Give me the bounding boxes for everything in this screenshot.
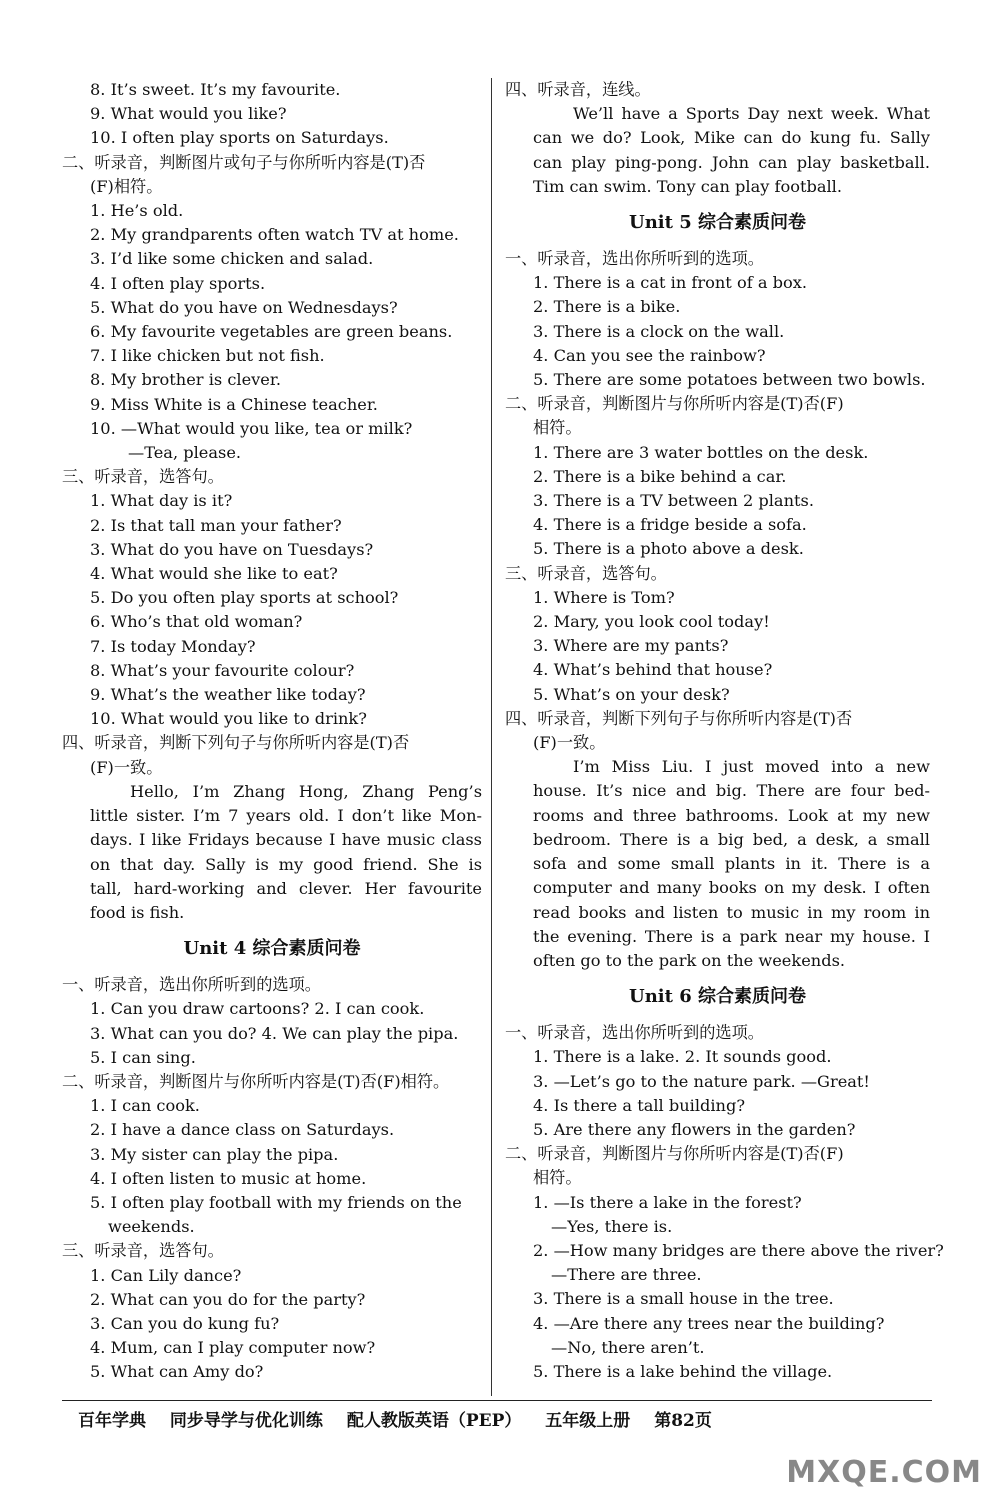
item-line: 5. There is a photo above a desk. <box>533 539 804 559</box>
item-line: weekends. <box>108 1217 195 1237</box>
item-line: 2. There is a bike behind a car. <box>533 466 787 486</box>
watermark: MXQE.COM <box>786 1455 982 1490</box>
item-line: 4. Is there a tall building? <box>533 1095 746 1115</box>
section-title: 三、听录音，选答句。 <box>62 1241 224 1261</box>
item-line: —There are three. <box>551 1265 702 1285</box>
item-line: 3. I’d like some chicken and salad. <box>90 249 374 269</box>
passage-line: food is fish. <box>90 902 185 922</box>
item-line: 1. Can you draw cartoons? 2. I can cook. <box>90 999 425 1019</box>
item-line: 1. —Is there a lake in the forest? <box>533 1192 802 1212</box>
item-line: 1. There is a lake. 2. It sounds good. <box>533 1047 832 1067</box>
item-line: 1. Where is Tom? <box>533 587 675 607</box>
item-line: 9. What would you like? <box>90 104 287 124</box>
section-title: 二、听录音，判断图片与你所听内容是(T)否(F)相符。 <box>62 1071 450 1091</box>
passage-line: often go to the park on the weekends. <box>533 950 846 970</box>
passage-line: I’m Miss Liu. I just moved into a new <box>573 757 930 777</box>
item-line: 3. My sister can play the pipa. <box>90 1144 339 1164</box>
item-line: 3. Where are my pants? <box>533 636 729 656</box>
item-line: 4. What would she like to eat? <box>90 564 338 584</box>
page-footer <box>78 1406 938 1431</box>
section-title: 二、听录音，判断图片与你所听内容是(T)否(F) <box>505 394 844 414</box>
footer-grade: 五年级上册 <box>545 1411 631 1431</box>
item-line: 6. Who’s that old woman? <box>90 612 303 632</box>
section-title: 四、听录音，判断下列句子与你所听内容是(T)否 <box>505 708 853 728</box>
item-line: 7. I like chicken but not fish. <box>90 346 325 366</box>
left-column <box>62 78 482 1385</box>
item-line: 8. My brother is clever. <box>90 370 281 390</box>
passage-line: days. I like Fridays because I have music class <box>90 830 482 850</box>
passage-line: can we do? Look, Mike can do kung fu. Sally <box>533 128 930 148</box>
section-title: 三、听录音，选答句。 <box>505 563 667 583</box>
item-line: 3. What do you have on Tuesdays? <box>90 539 374 559</box>
item-line: 1. What day is it? <box>90 491 233 511</box>
item-line: 3. There is a TV between 2 plants. <box>533 491 814 511</box>
passage-line: bedroom. There is a big bed, a desk, a small <box>533 829 930 849</box>
item-line: 2. My grandparents often watch TV at home. <box>90 225 459 245</box>
item-line: 2. I have a dance class on Saturdays. <box>90 1120 395 1140</box>
unit-heading: Unit 4 综合素质问卷 <box>183 938 361 960</box>
item-line: —Yes, there is. <box>551 1216 673 1236</box>
passage-line: read books and listen to music in my room in <box>533 902 930 922</box>
item-line: 9. What’s the weather like today? <box>90 685 366 705</box>
footer-rule <box>62 1400 932 1401</box>
item-line: 5. There is a lake behind the village. <box>533 1361 833 1381</box>
section-title: 一、听录音，选出你所听到的选项。 <box>62 975 321 995</box>
item-line: 10. What would you like to drink? <box>90 709 367 729</box>
item-line: 1. I can cook. <box>90 1096 200 1116</box>
item-line: 2. —How many bridges are there above the river? <box>533 1240 944 1260</box>
item-line: 5. Are there any flowers in the garden? <box>533 1119 856 1139</box>
column-divider <box>491 78 492 1396</box>
passage-line: little sister. I’m 7 years old. I don’t like Mon- <box>90 806 482 826</box>
item-line: 6. My favourite vegetables are green beans. <box>90 322 453 342</box>
item-line: 5. I often play football with my friends on the <box>90 1192 462 1212</box>
footer-brand: 百年学典 <box>78 1411 146 1431</box>
item-line: 5. There are some potatoes between two bowls. <box>533 370 926 390</box>
item-line: 5. I can sing. <box>90 1047 196 1067</box>
section-title: 三、听录音，选答句。 <box>62 467 224 487</box>
section-title: 一、听录音，选出你所听到的选项。 <box>505 249 764 269</box>
section-title: 二、听录音，判断图片或句子与你所听内容是(T)否 <box>62 152 426 172</box>
item-line: 5. What can Amy do? <box>90 1362 264 1382</box>
right-column <box>505 78 944 1384</box>
item-line: 8. It’s sweet. It’s my favourite. <box>90 80 341 99</box>
footer-edition: 配人教版英语（PEP） <box>346 1411 522 1431</box>
item-line: 1. Can Lily dance? <box>90 1265 242 1285</box>
item-line: 1. There are 3 water bottles on the desk. <box>533 442 869 462</box>
item-line: 4. I often play sports. <box>90 273 266 293</box>
item-line: 3. Can you do kung fu? <box>90 1313 280 1333</box>
item-line: —Tea, please. <box>128 443 242 463</box>
passage-line: on that day. Sally is my good friend. She is <box>90 854 482 874</box>
item-line: 4. What’s behind that house? <box>533 660 773 680</box>
section-title: 四、听录音，判断下列句子与你所听内容是(T)否 <box>62 733 410 753</box>
footer-page-number: 第82页 <box>654 1411 712 1431</box>
item-line: 1. There is a cat in front of a box. <box>533 273 808 293</box>
section-title: 四、听录音，连线。 <box>505 80 651 99</box>
item-line: 2. Is that tall man your father? <box>90 515 342 535</box>
item-line: (F)一致。 <box>90 757 163 777</box>
item-line: 4. Mum, can I play computer now? <box>90 1338 376 1358</box>
item-line: 5. What’s on your desk? <box>533 684 730 704</box>
passage-line: We’ll have a Sports Day next week. What <box>573 104 930 124</box>
item-line: 10. I often play sports on Saturdays. <box>90 128 389 148</box>
item-line: 10. —What would you like, tea or milk? <box>90 418 413 438</box>
item-line: 3. —Let’s go to the nature park. —Great! <box>533 1071 870 1091</box>
passage-line: rooms and three bathrooms. Look at my new <box>533 805 930 825</box>
footer-series: 同步导学与优化训练 <box>169 1411 323 1431</box>
item-line: 2. Mary, you look cool today! <box>533 612 770 632</box>
item-line: 4. —Are there any trees near the building? <box>533 1313 885 1333</box>
item-line: 8. What’s your favourite colour? <box>90 660 355 680</box>
item-line: (F)一致。 <box>533 733 606 753</box>
item-line: 5. What do you have on Wednesdays? <box>90 297 398 317</box>
passage-line: sofa and some small plants in it. There is a <box>533 854 930 874</box>
item-line: 相符。 <box>533 1168 582 1188</box>
item-line: 相符。 <box>533 418 582 438</box>
section-title: 二、听录音，判断图片与你所听内容是(T)否(F) <box>505 1144 844 1164</box>
item-line: —No, there aren’t. <box>551 1337 705 1357</box>
passage-line: tall, hard-working and clever. Her favourite <box>90 878 482 898</box>
item-line: 4. Can you see the rainbow? <box>533 345 766 365</box>
unit-heading: Unit 6 综合素质问卷 <box>629 986 806 1008</box>
item-line: 3. What can you do? 4. We can play the pipa. <box>90 1023 459 1043</box>
item-line: 3. There is a small house in the tree. <box>533 1289 834 1309</box>
unit-heading: Unit 5 综合素质问卷 <box>629 212 806 234</box>
passage-line: house. It’s nice and big. There are four bed- <box>533 781 930 801</box>
item-line: 2. What can you do for the party? <box>90 1289 366 1309</box>
passage-line: computer and many books on my desk. I often <box>533 878 930 898</box>
section-title: 一、听录音，选出你所听到的选项。 <box>505 1023 764 1043</box>
item-line: 9. Miss White is a Chinese teacher. <box>90 394 378 414</box>
passage-line: can play ping-pong. John can play basketball. <box>533 152 930 172</box>
item-line: 3. There is a clock on the wall. <box>533 321 785 341</box>
item-line: 7. Is today Monday? <box>90 636 256 656</box>
passage-line: the evening. There is a park near my house. I <box>533 926 930 946</box>
item-line: 4. There is a fridge beside a sofa. <box>533 515 807 535</box>
item-line: (F)相符。 <box>90 176 163 196</box>
item-line: 5. Do you often play sports at school? <box>90 588 399 608</box>
item-line: 2. There is a bike. <box>533 297 681 317</box>
passage-line: Tim can swim. Tony can play football. <box>533 176 843 196</box>
item-line: 4. I often listen to music at home. <box>90 1168 367 1188</box>
item-line: 1. He’s old. <box>90 201 184 221</box>
passage-line: Hello, I’m Zhang Hong, Zhang Peng’s <box>130 781 482 801</box>
